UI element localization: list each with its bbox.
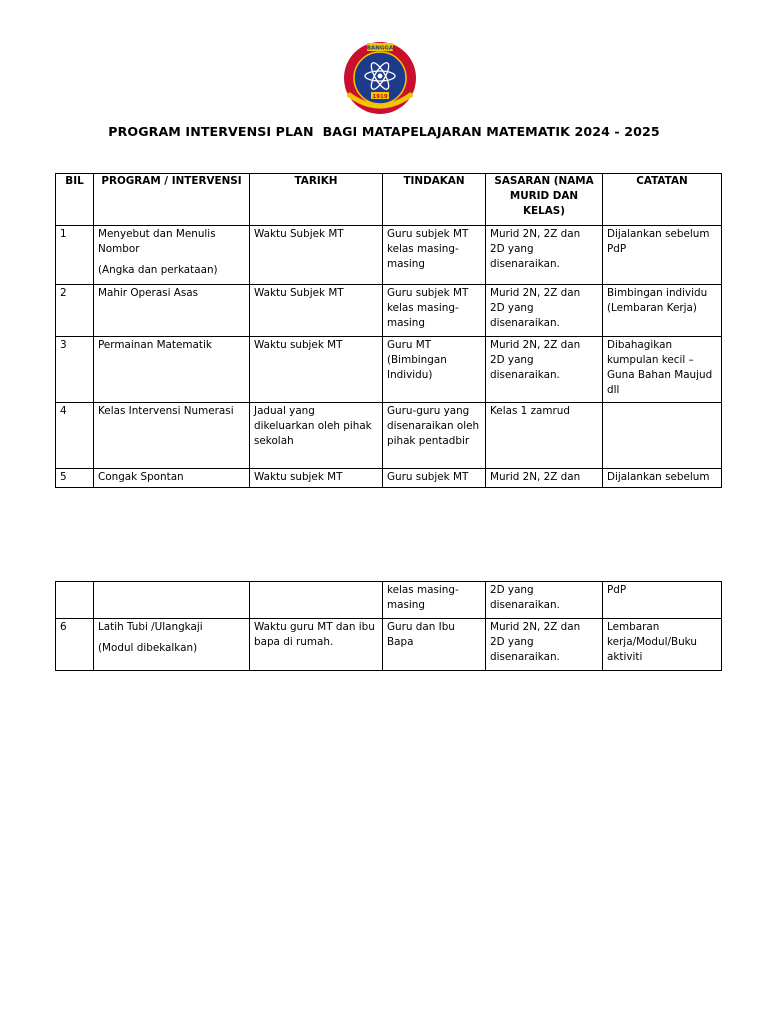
- cell-catatan: Dibahagikan kumpulan kecil – Guna Bahan Maujud dll: [603, 337, 722, 403]
- cell-bil: 1: [56, 226, 94, 285]
- header-program: PROGRAM / INTERVENSI: [94, 174, 250, 226]
- cell-bil: 4: [56, 403, 94, 469]
- table-header-row: [56, 174, 722, 226]
- cell-catatan: Dijalankan sebelum PdP: [603, 226, 722, 285]
- header-bil: BIL: [56, 174, 94, 226]
- header-sasaran: SASARAN (NAMA MURID DAN KELAS): [486, 174, 603, 226]
- cell-tarikh: Waktu Subjek MT: [250, 226, 383, 285]
- cell-sasaran: Murid 2N, 2Z dan 2D yang disenaraikan.: [486, 226, 603, 285]
- table-row: [56, 285, 722, 337]
- cell-catatan: Bimbingan individu (Lembaran Kerja): [603, 285, 722, 337]
- intervention-table-continued: [55, 581, 722, 671]
- cell-catatan: [603, 403, 722, 469]
- cell-catatan: PdP: [603, 582, 722, 619]
- cell-tarikh: Waktu Subjek MT: [250, 285, 383, 337]
- program-name: Latih Tubi /Ulangkaji: [98, 621, 203, 633]
- cell-program: Mahir Operasi Asas: [94, 285, 250, 337]
- cell-bil: 3: [56, 337, 94, 403]
- cell-program: [94, 619, 250, 671]
- table-row: [56, 582, 722, 619]
- cell-sasaran: Murid 2N, 2Z dan: [486, 469, 603, 488]
- cell-sasaran: 2D yang disenaraikan.: [486, 582, 603, 619]
- header-tarikh: TARIKH: [250, 174, 383, 226]
- cell-bil: [56, 582, 94, 619]
- cell-tindakan: kelas masing-masing: [383, 582, 486, 619]
- table-row: [56, 226, 722, 285]
- cell-tarikh: Waktu subjek MT: [250, 469, 383, 488]
- cell-catatan: Dijalankan sebelum: [603, 469, 722, 488]
- table-row: [56, 337, 722, 403]
- document-title: PROGRAM INTERVENSI PLAN BAGI MATAPELAJARAN MATEMATIK 2024 - 2025: [108, 124, 660, 139]
- cell-tarikh: [250, 582, 383, 619]
- cell-tarikh: Waktu guru MT dan ibu bapa di rumah.: [250, 619, 383, 671]
- cell-sasaran: Murid 2N, 2Z dan 2D yang disenaraikan.: [486, 337, 603, 403]
- cell-catatan: Lembaran kerja/Modul/Buku aktiviti: [603, 619, 722, 671]
- program-note: (Modul dibekalkan): [98, 642, 198, 654]
- cell-tindakan: Guru MT (Bimbingan Individu): [383, 337, 486, 403]
- svg-text:1919: 1919: [372, 94, 388, 100]
- table-row: [56, 403, 722, 469]
- cell-sasaran: Murid 2N, 2Z dan 2D yang disenaraikan.: [486, 619, 603, 671]
- cell-program: Permainan Matematik: [94, 337, 250, 403]
- cell-sasaran: Murid 2N, 2Z dan 2D yang disenaraikan.: [486, 285, 603, 337]
- cell-bil: 6: [56, 619, 94, 671]
- intervention-table: [55, 173, 722, 488]
- cell-tindakan: Guru subjek MT kelas masing-masing: [383, 226, 486, 285]
- table-row: [56, 619, 722, 671]
- cell-tindakan: Guru dan Ibu Bapa: [383, 619, 486, 671]
- cell-sasaran: Kelas 1 zamrud: [486, 403, 603, 469]
- school-crest-icon: [340, 38, 420, 118]
- program-name: Menyebut dan Menulis Nombor: [98, 228, 216, 255]
- cell-bil: 2: [56, 285, 94, 337]
- cell-tarikh: Jadual yang dikeluarkan oleh pihak sekolah: [250, 403, 383, 469]
- cell-tindakan: Guru-guru yang disenaraikan oleh pihak pentadbir: [383, 403, 486, 469]
- program-note: (Angka dan perkataan): [98, 264, 218, 276]
- cell-tindakan: Guru subjek MT: [383, 469, 486, 488]
- cell-bil: 5: [56, 469, 94, 488]
- cell-program: [94, 582, 250, 619]
- cell-tindakan: Guru subjek MT kelas masing-masing: [383, 285, 486, 337]
- table-row: [56, 469, 722, 488]
- header-tindakan: TINDAKAN: [383, 174, 486, 226]
- cell-program: Kelas Intervensi Numerasi: [94, 403, 250, 469]
- svg-text:BANGGA: BANGGA: [366, 45, 394, 52]
- cell-tarikh: Waktu subjek MT: [250, 337, 383, 403]
- cell-program: Congak Spontan: [94, 469, 250, 488]
- cell-program: [94, 226, 250, 285]
- header-catatan: CATATAN: [603, 174, 722, 226]
